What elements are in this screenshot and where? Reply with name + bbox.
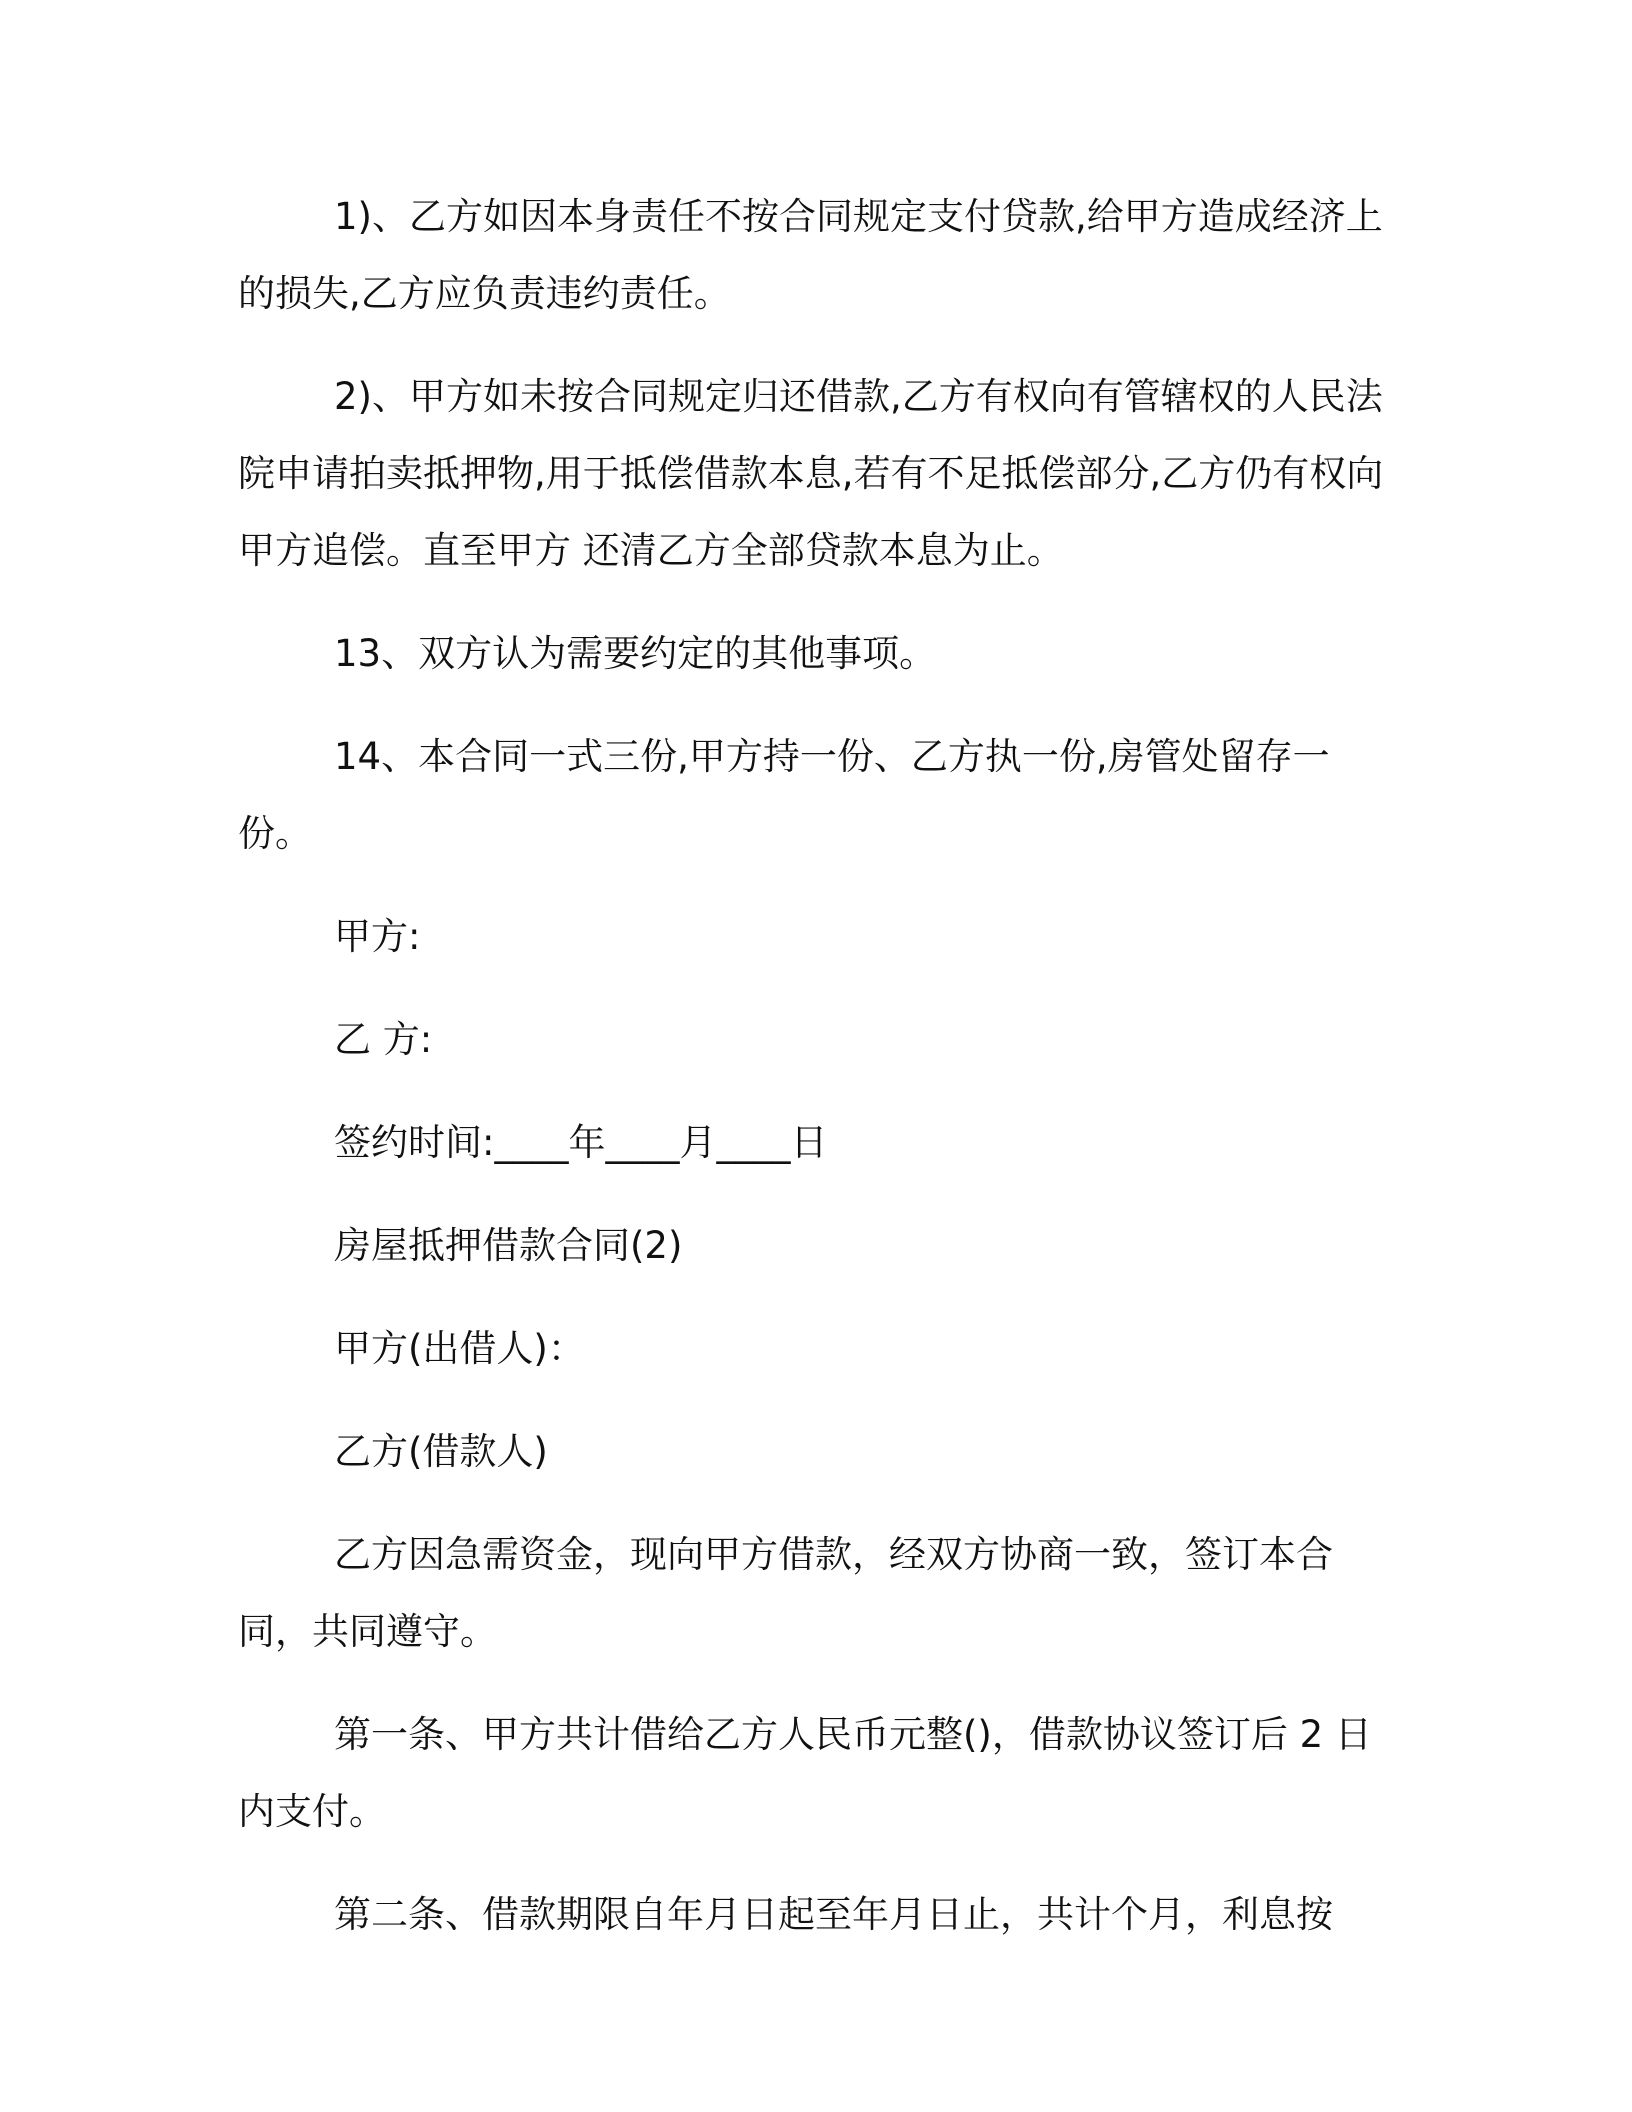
article-2: 第二条、借款期限自年月日起至年月日止，共计个月，利息按	[334, 1893, 1333, 1936]
clause-breach-party-a: 2)、甲方如未按合同规定归还借款,乙方有权向有管辖权的人民法院申请拍卖抵押物,用于抵偿借款本息,若有不足抵偿部分,乙方仍有权向甲方追偿。直至甲方 还清乙方全部贷款本息为止。	[238, 375, 1384, 572]
party-a-signature-line: 甲方:	[334, 915, 421, 958]
clause-13: 13、双方认为需要约定的其他事项。	[334, 632, 937, 675]
lender-line: 甲方(出借人)：	[334, 1327, 585, 1370]
clause-breach-party-b: 1)、乙方如因本身责任不按合同规定支付贷款,给甲方造成经济上的损失,乙方应负责违约责任。	[238, 195, 1383, 315]
contract-2-title: 房屋抵押借款合同(2)	[334, 1224, 683, 1267]
clause-14: 14、本合同一式三份,甲方持一份、乙方执一份,房管处留存一份。	[238, 735, 1330, 855]
document-body	[238, 178, 1398, 1979]
borrower-line: 乙方(借款人)	[334, 1430, 548, 1473]
party-b-signature-line: 乙 方:	[334, 1018, 433, 1061]
signing-date-line: 签约时间:____年____月____日	[334, 1121, 828, 1164]
preamble: 乙方因急需资金，现向甲方借款，经双方协商一致，签订本合同，共同遵守。	[238, 1533, 1333, 1653]
article-1: 第一条、甲方共计借给乙方人民币元整()，借款协议签订后 2 日内支付。	[238, 1713, 1372, 1833]
